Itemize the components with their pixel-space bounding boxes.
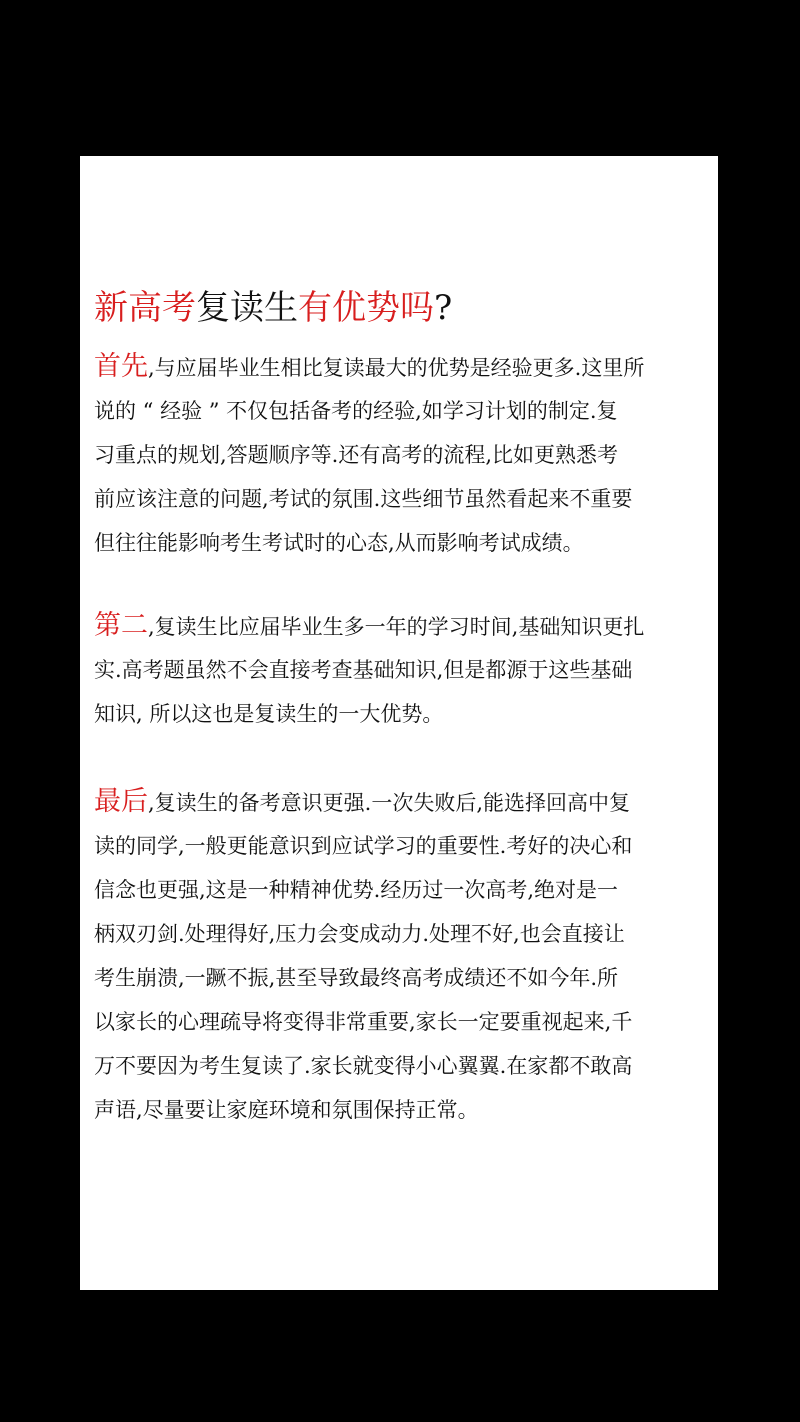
paragraph-line: 信念也更强,这是一种精神优势.经历过一次高考,绝对是一 — [94, 878, 619, 902]
paragraph-text: ,复读生比应届毕业生多一年的学习时间,基础知识更扎 — [148, 615, 645, 639]
paragraph-line — [94, 611, 718, 641]
paragraph-text: ,复读生的备考意识更强.一次失败后,能选择回高中复 — [148, 791, 631, 815]
article-card — [80, 156, 718, 1290]
paragraph-line — [94, 352, 718, 382]
paragraph-line: 读的同学,一般更能意识到应试学习的重要性.考好的决心和 — [94, 834, 633, 858]
paragraph-line: 习重点的规划,答题顺序等.还有高考的流程,比如更熟悉考 — [94, 443, 619, 467]
paragraph-line: 说的 “ 经验 ” 不仅包括备考的经验,如学习计划的制定.复 — [94, 399, 618, 423]
title-plain: 复读生 — [196, 288, 298, 328]
title-highlight-1: 新高考 — [94, 288, 196, 328]
paragraph-line: 声语,尽量要让家庭环境和氛围保持正常。 — [94, 1098, 479, 1122]
article-title — [94, 284, 452, 332]
paragraph-line: 知识, 所以这也是复读生的一大优势。 — [94, 702, 444, 726]
paragraph-last — [94, 787, 718, 1125]
paragraph-lead-first: 首先 — [94, 351, 148, 382]
paragraph-lead-last: 最后 — [94, 786, 148, 817]
paragraph-line: 柄双刃剑.处理得好,压力会变成动力.处理不好,也会直接让 — [94, 922, 625, 946]
title-question-mark: ? — [434, 288, 453, 328]
paragraph-line: 考生崩溃,一蹶不振,甚至导致最终高考成绩还不如今年.所 — [94, 966, 619, 990]
paragraph-line: 万不要因为考生复读了.家长就变得小心翼翼.在家都不敢高 — [94, 1054, 633, 1078]
paragraph-line: 但往往能影响考生考试时的心态,从而影响考试成绩。 — [94, 531, 584, 555]
paragraph-second — [94, 611, 718, 729]
paragraph-lead-second: 第二 — [94, 610, 148, 641]
paragraph-line: 实.高考题虽然不会直接考查基础知识,但是都源于这些基础 — [94, 658, 633, 682]
paragraph-line: 前应该注意的问题,考试的氛围.这些细节虽然看起来不重要 — [94, 487, 633, 511]
paragraph-line — [94, 787, 718, 817]
paragraph-text: ,与应届毕业生相比复读最大的优势是经验更多.这里所 — [148, 356, 645, 380]
paragraph-line: 以家长的心理疏导将变得非常重要,家长一定要重视起来,千 — [94, 1010, 633, 1034]
title-highlight-2: 有优势吗 — [298, 288, 434, 328]
paragraph-first — [94, 352, 718, 558]
